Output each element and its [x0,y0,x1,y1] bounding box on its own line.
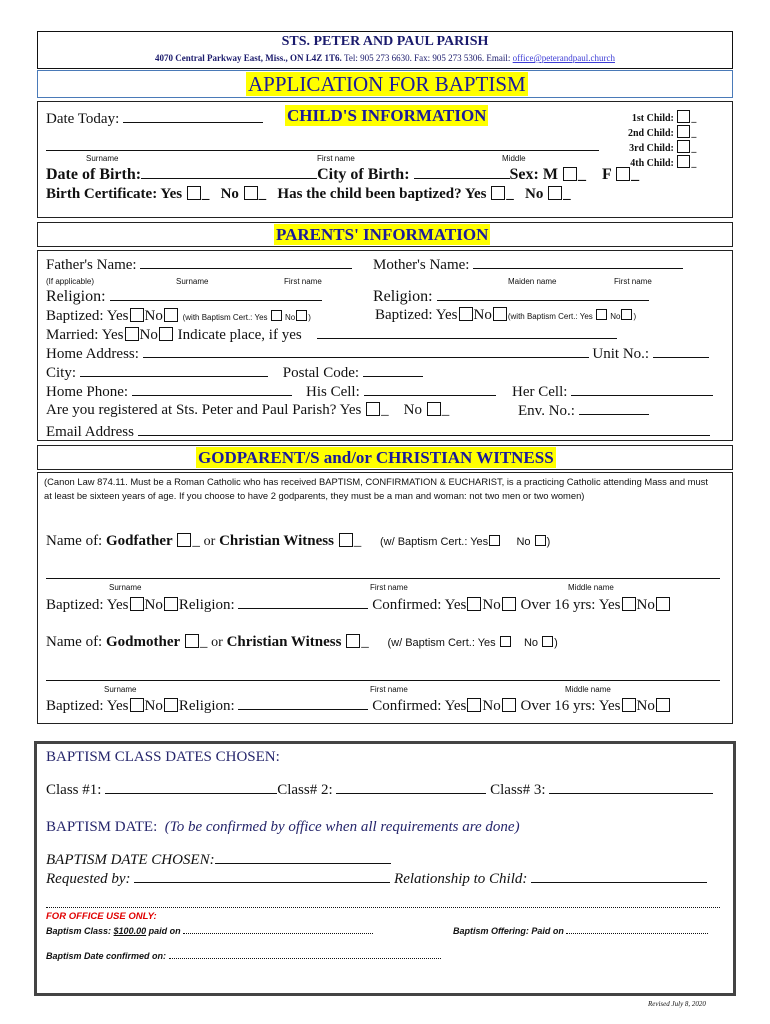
child-order-4: 4th Child: _ [628,155,696,170]
mother-baptized-yes-label: Yes [435,307,458,323]
godfather-middle-label: Middle name [568,583,614,592]
mothers-name-input[interactable] [473,256,683,269]
office-offering-label: Baptism Offering: Paid on [453,926,564,936]
his-cell-row [306,383,496,401]
baptism-date-label: BAPTISM DATE: [46,819,158,835]
date-today-row [46,110,263,128]
child-section-title: CHILD'S INFORMATION [287,106,487,125]
child-order-list [628,110,696,170]
date-today-input[interactable] [123,110,263,123]
date-chosen-label: BAPTISM DATE CHOSEN: [46,852,215,868]
godfather-label: Godfather [105,533,173,549]
office-paid-on-label: paid on [148,926,181,936]
sex-m-label: Sex: M [509,166,558,183]
child-order-2: 2nd Child: _ [628,125,696,140]
parish-email-label: Email: [486,53,511,63]
office-use-label: FOR OFFICE USE ONLY: [46,911,157,922]
father-surname-label: Surname [176,277,209,286]
revised-date: Revised July 8, 2020 [648,1000,706,1008]
gf-confirmed-no-checkbox[interactable] [502,597,516,611]
indicate-place-label: Indicate place, if yes [177,327,302,343]
baptized-question: Has the child been baptized? [277,186,462,202]
requested-by-row [46,870,707,888]
registered-no-checkbox[interactable] [427,402,441,416]
email-address-input[interactable] [138,423,710,436]
her-cell-row [512,383,713,401]
mother-religion-label: Religion: [373,288,433,305]
baptized-yes-checkbox[interactable] [491,186,505,200]
witness1-checkbox[interactable] [339,533,353,547]
her-cell-label: Her Cell: [512,384,568,400]
gf-confirmed-label: Confirmed: [372,597,442,613]
baptism-date-note: (To be confirmed by office when all requirements are done) [164,819,520,835]
gm-confirmed-yes-label: Yes [444,698,467,714]
birth-cert-no-checkbox[interactable] [244,186,258,200]
class2-label: Class# 2: [277,782,333,798]
city-of-birth-label: City of Birth: [317,166,410,183]
office-confirmed-row [46,951,441,961]
godfather-firstname-label: First name [370,583,408,592]
mother-religion-row [373,288,649,306]
unit-no-label: Unit No.: [592,346,650,362]
godfather-name-of-label: Name of: [46,533,103,549]
gf-religion-input[interactable] [238,596,368,609]
registered-row: Are you registered at Sts. Peter and Paul Parish? Yes _ No _ [46,402,450,418]
requested-by-input[interactable] [134,870,390,883]
father-baptized-row [46,308,311,325]
dob-input[interactable] [141,166,317,179]
godmother-name-of-label: Name of: [46,634,103,650]
child-order-3-checkbox[interactable] [677,140,690,153]
his-cell-label: His Cell: [306,384,360,400]
home-phone-label: Home Phone: [46,384,129,400]
baptized-no-label: No [524,186,544,202]
gm-religion-input[interactable] [238,697,368,710]
witness2-checkbox[interactable] [346,634,360,648]
canon-law-text: (Canon Law 874.11. Must be a Roman Catholic who has received BAPTISM, CONFIRMATION & EUCHARIST, is a practicing Catholic attending Mass and must at least be sixteen years of age. If you choose to have 2 godparents, they must be a man and woman: not two men or two women) [44,476,708,501]
home-address-row [46,345,709,363]
married-row [46,326,617,344]
godfather-name-input[interactable] [46,578,720,579]
office-offering-input[interactable] [566,933,708,934]
father-religion-row [46,288,322,306]
godparents-section-title: GODPARENT/S and/or CHRISTIAN WITNESS [198,448,554,467]
child-order-2-checkbox[interactable] [677,125,690,138]
married-no-label: No [139,327,158,343]
godmother-firstname-label: First name [370,685,408,694]
godfather-checkbox[interactable] [177,533,191,547]
class1-input[interactable] [105,781,277,794]
home-address-input[interactable] [143,345,589,358]
godmother-checkbox[interactable] [185,634,199,648]
gm-religion-label: Religion: [178,698,235,714]
registered-yes-checkbox[interactable] [366,402,380,416]
father-religion-input[interactable] [110,288,322,301]
witness1-label: Christian Witness [219,533,334,549]
postal-code-input[interactable] [363,364,423,377]
unit-no-input[interactable] [653,345,709,358]
env-no-label: Env. No.: [518,403,575,419]
godfather-name-row: Name of: Godfather _ or Christian Witness _ (w/ Baptism Cert.: Yes No ) [46,533,551,549]
father-baptized-label: Baptized: [46,308,104,324]
godfather-details-row [46,596,671,614]
birth-cert-yes-label: Yes [160,186,183,202]
env-no-input[interactable] [579,402,649,415]
godmother-middle-label: Middle name [565,685,611,694]
parish-fax: Fax: 905 273 5306. [414,53,485,63]
class3-label: Class# 3: [490,782,546,798]
class-dates-title: BAPTISM CLASS DATES CHOSEN: [46,749,280,765]
baptism-date-row [46,819,520,836]
gm-over16-yes-checkbox[interactable] [622,698,636,712]
gf-baptized-yes-label: Yes [106,597,129,613]
office-amount: $100.00 [113,926,147,936]
father-cert-no-checkbox[interactable] [296,310,307,321]
mother-cert-text: (with Baptism Cert.: Yes No ) [508,312,636,321]
office-class-row [46,926,373,936]
father-cert-yes-checkbox[interactable] [271,310,282,321]
mothers-name-row [373,256,683,274]
his-cell-input[interactable] [364,383,496,396]
email-address-label: Email Address [46,424,134,440]
office-divider [46,907,720,908]
married-yes-checkbox[interactable] [125,327,139,341]
father-baptized-yes-label: Yes [106,308,129,324]
home-phone-input[interactable] [132,383,292,396]
witness2-label: Christian Witness [226,634,342,650]
mother-baptized-label: Baptized: [375,307,433,323]
birth-cert-row: Birth Certificate: Yes _ No _ Has the child been baptized? Yes _ No _ [46,186,571,202]
gm-confirmed-yes-checkbox[interactable] [467,698,481,712]
godmother-cert-text: (w/ Baptism Cert.: Yes No ) [387,637,558,649]
sex-m-checkbox[interactable] [563,167,577,181]
godmother-details-row [46,697,671,715]
gf-over16-no-label: No [636,597,655,613]
baptized-yes-label: Yes [464,186,487,202]
godmother-name-input[interactable] [46,680,720,681]
gf-confirmed-yes-label: Yes [444,597,467,613]
godfather-cert-text: (w/ Baptism Cert.: Yes No ) [379,536,551,548]
gf-baptized-label: Baptized: [46,597,104,613]
gm-baptized-label: Baptized: [46,698,104,714]
registered-yes-label: Yes [339,402,362,418]
office-confirmed-input[interactable] [169,958,441,959]
child-name-input[interactable] [46,150,599,151]
mothers-name-label: Mother's Name: [373,257,470,273]
baptized-no-checkbox[interactable] [548,186,562,200]
parish-contact [0,53,770,63]
if-applicable-label: (If applicable) [46,277,95,286]
sex-f-checkbox[interactable] [616,167,630,181]
office-paid-on-input[interactable] [183,933,373,934]
gf-religion-label: Religion: [178,597,235,613]
father-baptized-no-checkbox[interactable] [164,308,178,322]
date-chosen-input[interactable] [215,851,391,864]
godmother-cert-no-checkbox[interactable] [542,636,553,647]
godmother-surname-label: Surname [104,685,137,694]
city-label: City: [46,365,77,381]
father-cert-text: (with Baptism Cert.: Yes No ) [183,313,311,322]
birth-cert-label: Birth Certificate: [46,186,158,202]
registered-no-label: No [403,402,422,418]
requested-by-label: Requested by: [46,871,131,887]
class-dates-row [46,781,713,799]
mother-baptized-yes-checkbox[interactable] [459,307,473,321]
postal-code-label: Postal Code: [282,365,360,381]
mother-firstname-label: First name [614,277,652,286]
email-row [46,423,710,441]
gf-baptized-no-checkbox[interactable] [164,597,178,611]
father-firstname-label: First name [284,277,322,286]
godmother-or-label: or [211,635,223,650]
sex-f-label: F [601,166,612,183]
godmother-label: Godmother [105,634,181,650]
parish-name: STS. PETER AND PAUL PARISH [281,34,489,49]
mother-religion-input[interactable] [437,288,649,301]
godfather-cert-no-checkbox[interactable] [535,535,546,546]
child-middle-label: Middle [502,154,526,163]
gm-over16-no-label: No [636,698,655,714]
godfather-cert-yes-checkbox[interactable] [489,535,500,546]
married-no-checkbox[interactable] [159,327,173,341]
dob-label: Date of Birth: [46,166,142,183]
godmother-cert-yes-checkbox[interactable] [500,636,511,647]
class1-label: Class #1: [46,782,102,798]
gm-baptized-no-label: No [144,698,163,714]
godfather-or-label: or [203,534,216,549]
godfather-surname-label: Surname [109,583,142,592]
fathers-name-label: Father's Name: [46,257,137,273]
mother-maiden-label: Maiden name [508,277,557,286]
father-religion-label: Religion: [46,288,106,305]
child-order-1: 1st Child: _ [628,110,696,125]
office-offering-row [453,926,708,936]
godmother-name-row: Name of: Godmother _ or Christian Witness _ (w/ Baptism Cert.: Yes No ) [46,634,558,650]
city-input[interactable] [80,364,268,377]
gf-over16-yes-checkbox[interactable] [622,597,636,611]
registered-question: Are you registered at Sts. Peter and Paul Parish? [46,402,337,418]
gf-over16-yes-label: Yes [598,597,621,613]
office-class-fee-label: Baptism Class: [46,926,112,936]
relationship-label: Relationship to Child: [394,871,528,887]
mother-baptized-row [375,307,636,324]
gm-confirmed-label: Confirmed: [372,698,442,714]
city-of-birth-input[interactable] [414,166,510,179]
birth-cert-no-label: No [220,186,239,202]
parents-section-title: PARENTS' INFORMATION [276,225,489,244]
mother-baptized-no-label: No [473,307,492,323]
home-address-label: Home Address: [46,346,139,362]
gf-confirmed-yes-checkbox[interactable] [467,597,481,611]
gm-confirmed-no-checkbox[interactable] [502,698,516,712]
her-cell-input[interactable] [571,383,713,396]
parish-email-link[interactable]: office@peterandpaul.church [512,53,615,63]
gm-confirmed-no-label: No [482,698,501,714]
phone-row [46,383,292,401]
gf-confirmed-no-label: No [482,597,501,613]
relationship-input[interactable] [531,870,707,883]
gm-over16-yes-label: Yes [598,698,621,714]
gf-baptized-no-label: No [144,597,163,613]
gm-baptized-yes-checkbox[interactable] [130,698,144,712]
date-today-label: Date Today: [46,111,120,127]
office-confirmed-label: Baptism Date confirmed on: [46,951,167,961]
mother-cert-no-checkbox[interactable] [621,309,632,320]
mother-cert-yes-checkbox[interactable] [596,309,607,320]
city-row [46,364,423,382]
child-order-4-checkbox[interactable] [677,155,690,168]
married-yes-label: Yes [101,327,124,343]
gm-baptized-no-checkbox[interactable] [164,698,178,712]
class2-input[interactable] [336,781,486,794]
class3-input[interactable] [549,781,713,794]
married-label: Married: [46,327,99,343]
fathers-name-row [46,256,352,274]
gf-over16-label: Over 16 yrs: [520,597,596,613]
child-order-3: 3rd Child: _ [628,140,696,155]
gf-baptized-yes-checkbox[interactable] [130,597,144,611]
father-baptized-no-label: No [144,308,163,324]
gm-baptized-yes-label: Yes [106,698,129,714]
gm-over16-no-checkbox[interactable] [656,698,670,712]
fathers-name-input[interactable] [140,256,352,269]
date-chosen-row [46,851,391,869]
form-title: APPLICATION FOR BAPTISM [248,72,526,96]
marriage-place-input[interactable] [317,326,617,339]
father-baptized-yes-checkbox[interactable] [130,308,144,322]
child-surname-label: Surname [86,154,119,163]
birth-cert-yes-checkbox[interactable] [187,186,201,200]
child-firstname-label: First name [317,154,355,163]
gf-over16-no-checkbox[interactable] [656,597,670,611]
parish-tel: Tel: 905 273 6630. [344,53,412,63]
mother-baptized-no-checkbox[interactable] [493,307,507,321]
parish-address: 4070 Central Parkway East, Miss., ON L4Z 1T6. [155,53,342,63]
env-no-row [518,402,649,420]
gm-over16-label: Over 16 yrs: [520,698,596,714]
child-order-1-checkbox[interactable] [677,110,690,123]
dob-row: Date of Birth: City of Birth: Sex: M _ F _ [46,166,640,183]
